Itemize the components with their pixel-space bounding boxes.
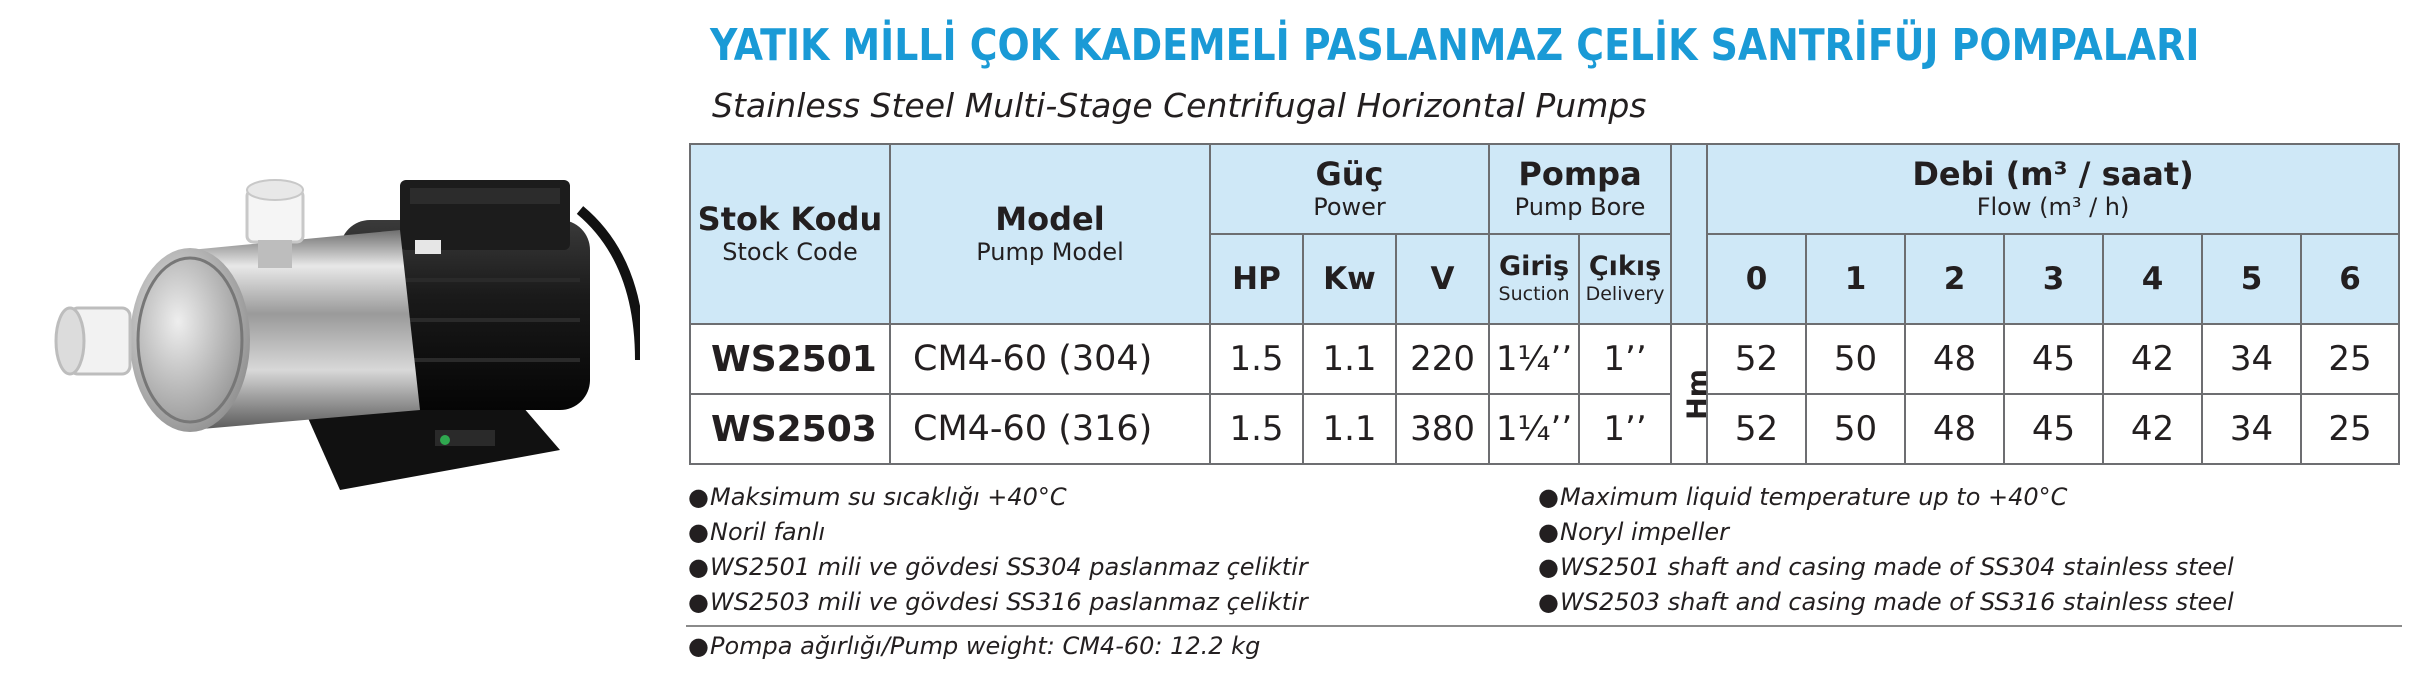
list-item: ●Maximum liquid temperature up to +40°C (1538, 480, 2234, 515)
row2-flow-2: 48 (1905, 394, 2004, 464)
power-label-tr: Güç (1315, 155, 1384, 193)
row2-suction: 1¼’’ (1489, 394, 1579, 464)
header-spacer (1671, 144, 1707, 324)
bullet-icon: ● (688, 632, 709, 660)
suction-label-en: Suction (1498, 283, 1570, 305)
row2-model: CM4-60 (316) (890, 394, 1210, 464)
row1-model: CM4-60 (304) (890, 324, 1210, 394)
spec-table (689, 143, 2400, 465)
pump-product-image (40, 130, 640, 530)
row2-v: 380 (1396, 394, 1489, 464)
row1-flow-4: 42 (2103, 324, 2202, 394)
list-item: ●Noryl impeller (1538, 515, 2234, 550)
bullet-icon: ● (688, 588, 709, 616)
col-flow-0: 0 (1707, 234, 1806, 324)
header-flow (1707, 144, 2399, 234)
col-hp: HP (1210, 234, 1303, 324)
col-v: V (1396, 234, 1489, 324)
divider (686, 625, 2402, 627)
row2-flow-0: 52 (1707, 394, 1806, 464)
page-subtitle: Stainless Steel Multi-Stage Centrifugal Horizontal Pumps (712, 86, 1647, 125)
table-row (690, 324, 2399, 394)
col-flow-5: 5 (2202, 234, 2301, 324)
row1-kw: 1.1 (1303, 324, 1396, 394)
list-item: ●WS2501 mili ve gövdesi SS304 paslanmaz çeliktir (688, 550, 1308, 585)
stock-code-label-en: Stock Code (722, 238, 858, 266)
row1-flow-6: 25 (2301, 324, 2399, 394)
row2-flow-4: 42 (2103, 394, 2202, 464)
model-label-tr: Model (995, 200, 1105, 238)
row2-code: WS2503 (690, 394, 890, 464)
col-flow-4: 4 (2103, 234, 2202, 324)
stock-code-label-tr: Stok Kodu (697, 200, 883, 238)
bullet-icon: ● (688, 553, 709, 581)
flow-label-tr: Debi (m³ / saat) (1912, 155, 2194, 193)
notes-english (1538, 480, 2234, 620)
list-item: ●WS2503 shaft and casing made of SS316 stainless steel (1538, 585, 2234, 620)
row2-kw: 1.1 (1303, 394, 1396, 464)
table-row (690, 394, 2399, 464)
col-flow-1: 1 (1806, 234, 1905, 324)
row1-flow-5: 34 (2202, 324, 2301, 394)
bullet-icon: ● (688, 483, 709, 511)
row2-flow-1: 50 (1806, 394, 1905, 464)
model-label-en: Pump Model (976, 238, 1124, 266)
hm-label: Hm (1671, 324, 1707, 464)
row2-flow-3: 45 (2004, 394, 2103, 464)
bullet-icon: ● (1538, 518, 1559, 546)
header-model (890, 144, 1210, 324)
weight-note: ●Pompa ağırlığı/Pump weight: CM4-60: 12.2 kg (688, 632, 1261, 660)
row1-flow-0: 52 (1707, 324, 1806, 394)
row1-code: WS2501 (690, 324, 890, 394)
col-flow-2: 2 (1905, 234, 2004, 324)
delivery-label-en: Delivery (1585, 283, 1665, 305)
delivery-label-tr: Çıkış (1588, 251, 1662, 282)
notes-turkish (688, 480, 1308, 620)
power-label-en: Power (1313, 193, 1386, 221)
pump-bore-label-tr: Pompa (1518, 155, 1642, 193)
page-title: YATIK MİLLİ ÇOK KADEMELİ PASLANMAZ ÇELİK SANTRİFÜJ POMPALARI (710, 20, 2200, 71)
bullet-icon: ● (688, 518, 709, 546)
bullet-icon: ● (1538, 483, 1559, 511)
list-item: ●Noril fanlı (688, 515, 1308, 550)
row1-flow-3: 45 (2004, 324, 2103, 394)
bullet-icon: ● (1538, 553, 1559, 581)
row1-flow-1: 50 (1806, 324, 1905, 394)
bullet-icon: ● (1538, 588, 1559, 616)
col-flow-6: 6 (2301, 234, 2399, 324)
row1-hp: 1.5 (1210, 324, 1303, 394)
row1-delivery: 1’’ (1579, 324, 1671, 394)
row2-flow-6: 25 (2301, 394, 2399, 464)
list-item: ●WS2503 mili ve gövdesi SS316 paslanmaz çeliktir (688, 585, 1308, 620)
list-item: ●WS2501 shaft and casing made of SS304 stainless steel (1538, 550, 2234, 585)
col-flow-3: 3 (2004, 234, 2103, 324)
header-stock-code (690, 144, 890, 324)
header-pump-bore (1489, 144, 1671, 234)
list-item: ●Maksimum su sıcaklığı +40°C (688, 480, 1308, 515)
pump-bore-label-en: Pump Bore (1514, 193, 1646, 221)
suction-label-tr: Giriş (1499, 251, 1570, 282)
row1-v: 220 (1396, 324, 1489, 394)
col-suction (1489, 234, 1579, 324)
col-kw: Kw (1303, 234, 1396, 324)
row2-hp: 1.5 (1210, 394, 1303, 464)
row1-flow-2: 48 (1905, 324, 2004, 394)
row1-suction: 1¼’’ (1489, 324, 1579, 394)
row2-flow-5: 34 (2202, 394, 2301, 464)
header-power (1210, 144, 1489, 234)
col-delivery (1579, 234, 1671, 324)
flow-label-en: Flow (m³ / h) (1976, 193, 2130, 221)
row2-delivery: 1’’ (1579, 394, 1671, 464)
